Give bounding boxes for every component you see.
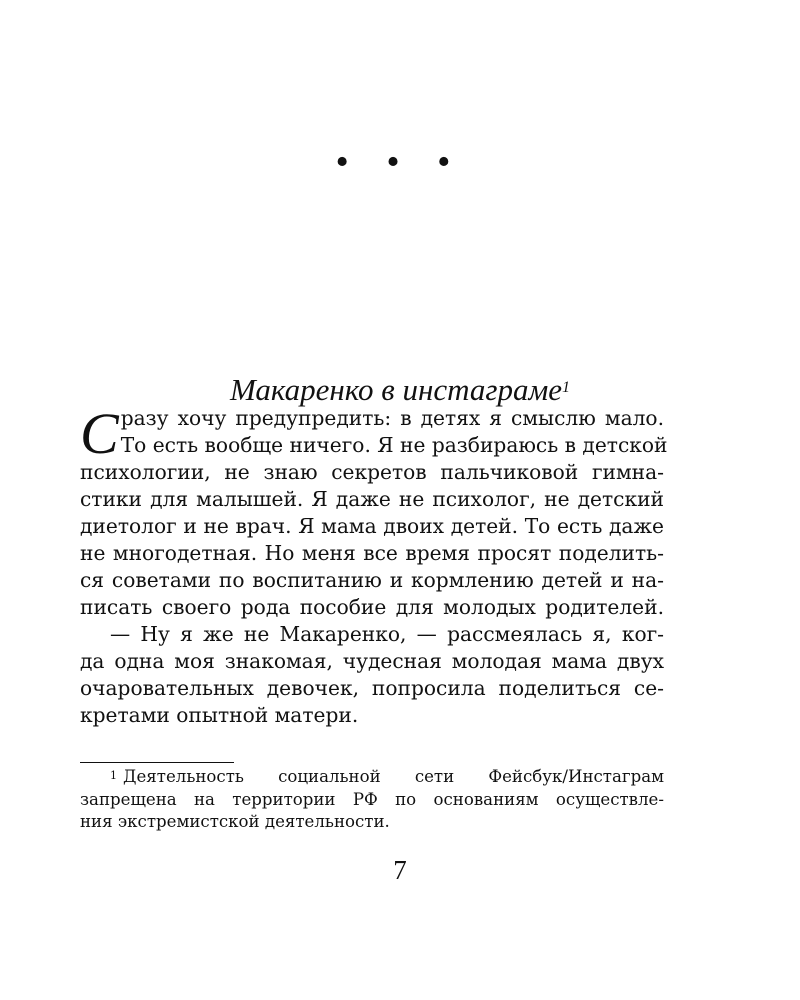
- body-text: [80, 401, 668, 729]
- text-line: писать своего рода пособие для молодых родителей.: [80, 595, 664, 619]
- text-line: — Ну я же не Макаренко, — рассмеялась я, ког-: [110, 622, 664, 646]
- text-line: разу хочу предупредить: в детях я смыслю мало.: [120, 406, 664, 430]
- chapter-footnote-ref: 1: [562, 379, 571, 396]
- text-line: очаровательных девочек, попросила поделиться се-: [80, 676, 664, 700]
- text-line: То есть вообще ничего. Я не разбираюсь в детской: [120, 433, 668, 457]
- text-line: диетолог и не врач. Я мама двоих детей. То есть даже: [80, 514, 664, 538]
- chapter-title: [0, 370, 800, 410]
- page-number: 7: [393, 855, 407, 885]
- drop-cap: С: [80, 401, 119, 466]
- footnote-mark: 1: [110, 769, 117, 782]
- footnote-line: ния экстремистской деятельности.: [80, 812, 390, 831]
- text-line: не многодетная. Но меня все время просят поделить-: [80, 541, 664, 565]
- text-line: да одна моя знакомая, чудесная молодая мама двух: [80, 649, 664, 673]
- footnote: [80, 766, 664, 834]
- footnote-divider: [80, 762, 234, 763]
- footnote-line-text: Деятельность социальной сети Фейсбук/Инстаграм: [123, 767, 664, 786]
- section-ornament: • • •: [335, 141, 465, 183]
- text-line: кретами опытной матери.: [80, 703, 359, 727]
- chapter-title-text: Макаренко в инстаграме: [229, 372, 563, 407]
- footnote-line: запрещена на территории РФ по основаниям осуществле-: [80, 789, 664, 809]
- text-line: ся советами по воспитанию и кормлению детей и на-: [80, 568, 664, 592]
- footnote-line: [80, 766, 664, 789]
- text-line: стики для малышей. Я даже не психолог, не детский: [80, 487, 664, 511]
- text-line: психологии, не знаю секретов пальчиковой гимна-: [80, 460, 664, 484]
